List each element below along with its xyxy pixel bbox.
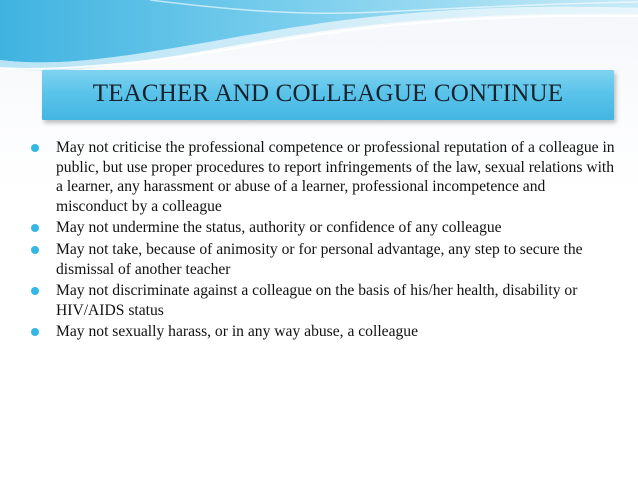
bullet-icon bbox=[31, 328, 39, 336]
bullet-text: May not take, because of animosity or for personal advantage, any step to secure the dismissal of another teacher bbox=[56, 240, 583, 278]
list-item bbox=[28, 240, 618, 279]
list-item bbox=[28, 281, 618, 320]
bullet-icon bbox=[31, 287, 39, 295]
bullet-text: May not criticise the professional competence or professional reputation of a colleague in public, but use proper procedures to report infringements of the law, sexual relations with a learner, any harassment or abuse of a learner, professional incompetence and misconduct by a colleague bbox=[56, 139, 615, 215]
bullet-text: May not undermine the status, authority or confidence of any colleague bbox=[56, 219, 502, 237]
list-item bbox=[28, 138, 618, 216]
bullet-icon bbox=[31, 224, 39, 232]
title-banner bbox=[42, 70, 614, 120]
slide-title: TEACHER AND COLLEAGUE CONTINUE bbox=[92, 80, 564, 107]
list-item bbox=[28, 322, 618, 342]
bullet-text: May not discriminate against a colleague on the basis of his/her health, disability or HIV/AIDS status bbox=[56, 282, 578, 319]
bullet-text: May not sexually harass, or in any way abuse, a colleague bbox=[56, 323, 419, 341]
list-item bbox=[28, 218, 618, 238]
bullet-list bbox=[28, 138, 618, 344]
bullet-icon bbox=[31, 246, 39, 254]
bullet-icon bbox=[31, 144, 39, 152]
wave-decoration bbox=[0, 0, 638, 80]
